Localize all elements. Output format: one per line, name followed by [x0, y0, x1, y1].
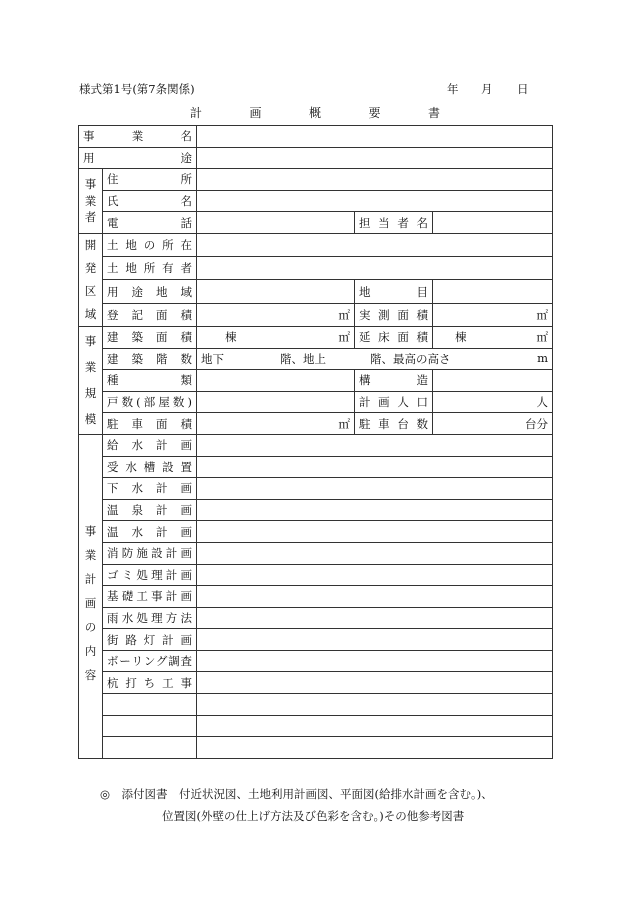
field-plan-item[interactable] [197, 478, 553, 500]
field-parking-area[interactable] [197, 413, 355, 435]
field-building-area[interactable] [197, 326, 355, 348]
title-char: 画 [249, 106, 262, 120]
label-building-area: 建築面積 [103, 326, 197, 348]
label-population: 計画人口 [355, 391, 433, 413]
field-plan-item[interactable] [197, 586, 553, 608]
label-plan-item: 温水計画 [103, 521, 197, 543]
label-floor-area: 延床面積 [355, 326, 433, 348]
date-day-label: 日 [517, 82, 529, 96]
label-registered-area: 登記面積 [103, 303, 197, 326]
row-plan-item [79, 737, 553, 759]
field-plan-item[interactable] [197, 715, 553, 737]
field-plan-item[interactable] [197, 521, 553, 543]
row-plan-item [79, 629, 553, 651]
unit-cars: 台分 [525, 416, 548, 431]
field-plan-item[interactable] [197, 694, 553, 716]
group-plan-contents: 事 業 計 画 の 内 容 [79, 434, 103, 758]
field-plan-item[interactable] [197, 650, 553, 672]
group-development-area: 開 発 区 域 [79, 233, 103, 326]
field-land-owner[interactable] [197, 257, 553, 280]
label-land-location: 土地の所在 [103, 233, 197, 256]
title-char: 計 [190, 106, 203, 120]
row-plan-item [79, 694, 553, 716]
page-title [190, 104, 440, 121]
label-parking-area: 駐車面積 [103, 413, 197, 435]
row-area [79, 303, 553, 326]
label-plan-item: 給水計画 [103, 434, 197, 456]
row-name [79, 190, 553, 212]
label-land-category: 地 目 [355, 280, 433, 303]
label-plan-item: 杭打ち工事 [103, 672, 197, 694]
field-plan-item[interactable] [197, 564, 553, 586]
label-type: 種 類 [103, 370, 197, 392]
date-year-label: 年 [447, 82, 459, 96]
row-use [79, 147, 553, 169]
row-plan-item [79, 456, 553, 478]
field-land-location[interactable] [197, 233, 553, 256]
row-plan-item [79, 434, 553, 456]
unit-m: m [537, 350, 548, 365]
label-plan-item: 基礎工事計画 [103, 586, 197, 608]
field-population[interactable] [433, 391, 553, 413]
field-plan-item[interactable] [197, 737, 553, 759]
label-plan-item: 受水槽設置 [103, 456, 197, 478]
field-plan-item[interactable] [197, 629, 553, 651]
field-address[interactable] [197, 169, 553, 191]
attachments-note [100, 783, 493, 827]
row-plan-item [79, 607, 553, 629]
field-name[interactable] [197, 190, 553, 212]
row-plan-item [79, 478, 553, 500]
label-phone: 電 話 [103, 212, 197, 234]
floors-max-height-label: 階、最高の高さ [370, 351, 451, 366]
field-plan-item[interactable] [197, 542, 553, 564]
unit-m2: ㎡ [536, 307, 548, 322]
note-line-1: ◎ 添付図書 付近状況図、土地利用計画図、平面図(給排水計画を含む。)、 [100, 787, 493, 801]
label-plan-item-blank[interactable] [103, 715, 197, 737]
title-char: 書 [427, 106, 440, 120]
row-plan-item [79, 715, 553, 737]
label-land-owner: 土地所有者 [103, 257, 197, 280]
unit-m2: ㎡ [338, 307, 350, 322]
title-char: 要 [368, 106, 381, 120]
unit-person: 人 [536, 395, 548, 410]
row-type [79, 370, 553, 392]
label-address: 住 所 [103, 169, 197, 191]
unit-m2: ㎡ [536, 330, 548, 345]
field-units[interactable] [197, 391, 355, 413]
label-contact-person: 担当者名 [355, 212, 433, 234]
row-plan-item [79, 586, 553, 608]
row-plan-item [79, 499, 553, 521]
field-registered-area[interactable] [197, 303, 355, 326]
title-char: 概 [308, 106, 321, 120]
floors-above-label: 階、地上 [280, 351, 326, 366]
label-parking-count: 駐車台数 [355, 413, 433, 435]
row-plan-item [79, 521, 553, 543]
label-plan-item: 街路灯計画 [103, 629, 197, 651]
field-plan-item[interactable] [197, 456, 553, 478]
label-project-name: 事 業 名 [79, 126, 197, 148]
field-floors[interactable] [197, 348, 553, 370]
row-land-location [79, 233, 553, 256]
label-plan-item: 下水計画 [103, 478, 197, 500]
label-zoning: 用途地域 [103, 280, 197, 303]
floors-underground-label: 地下 [201, 351, 224, 366]
note-line-2: 位置図(外壁の仕上げ方法及び色彩を含む。)その他参考図書 [162, 809, 465, 823]
unit-buildings: 棟 [225, 330, 237, 345]
field-structure[interactable] [433, 370, 553, 392]
label-plan-item: 消防施設計画 [103, 542, 197, 564]
label-plan-item: 雨水処理方法 [103, 607, 197, 629]
unit-m2: ㎡ [338, 416, 350, 431]
group-project-scale: 事 業 規 模 [79, 326, 103, 434]
row-building-area [79, 326, 553, 348]
field-floor-area[interactable] [433, 326, 553, 348]
field-parking-count[interactable] [433, 413, 553, 435]
field-plan-item[interactable] [197, 434, 553, 456]
field-plan-item[interactable] [197, 672, 553, 694]
field-type[interactable] [197, 370, 355, 392]
row-zoning [79, 280, 553, 303]
field-plan-item[interactable] [197, 499, 553, 521]
label-structure: 構 造 [355, 370, 433, 392]
row-phone [79, 212, 553, 234]
row-plan-item [79, 542, 553, 564]
field-measured-area[interactable] [433, 303, 553, 326]
label-use: 用 途 [79, 147, 197, 169]
row-plan-item [79, 672, 553, 694]
label-plan-item: 温泉計画 [103, 499, 197, 521]
plan-summary-form [78, 125, 553, 759]
date-line [447, 81, 529, 97]
label-plan-item-blank[interactable] [103, 694, 197, 716]
label-units: 戸数(部屋数) [103, 391, 197, 413]
field-land-category[interactable] [433, 280, 553, 303]
form-number: 様式第1号(第7条関係) [79, 82, 195, 96]
label-floors: 建築階数 [103, 348, 197, 370]
row-floors [79, 348, 553, 370]
field-use[interactable] [197, 147, 553, 169]
unit-m2: ㎡ [338, 330, 350, 345]
date-month-label: 月 [481, 82, 493, 96]
field-plan-item[interactable] [197, 607, 553, 629]
field-project-name[interactable] [197, 126, 553, 148]
row-land-owner [79, 257, 553, 280]
row-plan-item [79, 650, 553, 672]
field-zoning[interactable] [197, 280, 355, 303]
unit-buildings: 棟 [455, 330, 467, 345]
label-plan-item-blank[interactable] [103, 737, 197, 759]
field-phone[interactable] [197, 212, 355, 234]
row-address [79, 169, 553, 191]
label-plan-item: ゴミ処理計画 [103, 564, 197, 586]
row-units [79, 391, 553, 413]
label-plan-item: ボーリング調査 [103, 650, 197, 672]
label-measured-area: 実測面積 [355, 303, 433, 326]
row-project-name [79, 126, 553, 148]
row-parking [79, 413, 553, 435]
label-name: 氏 名 [103, 190, 197, 212]
row-plan-item [79, 564, 553, 586]
group-business-operator: 事 業 者 [79, 169, 103, 234]
field-contact-person[interactable] [433, 212, 553, 234]
